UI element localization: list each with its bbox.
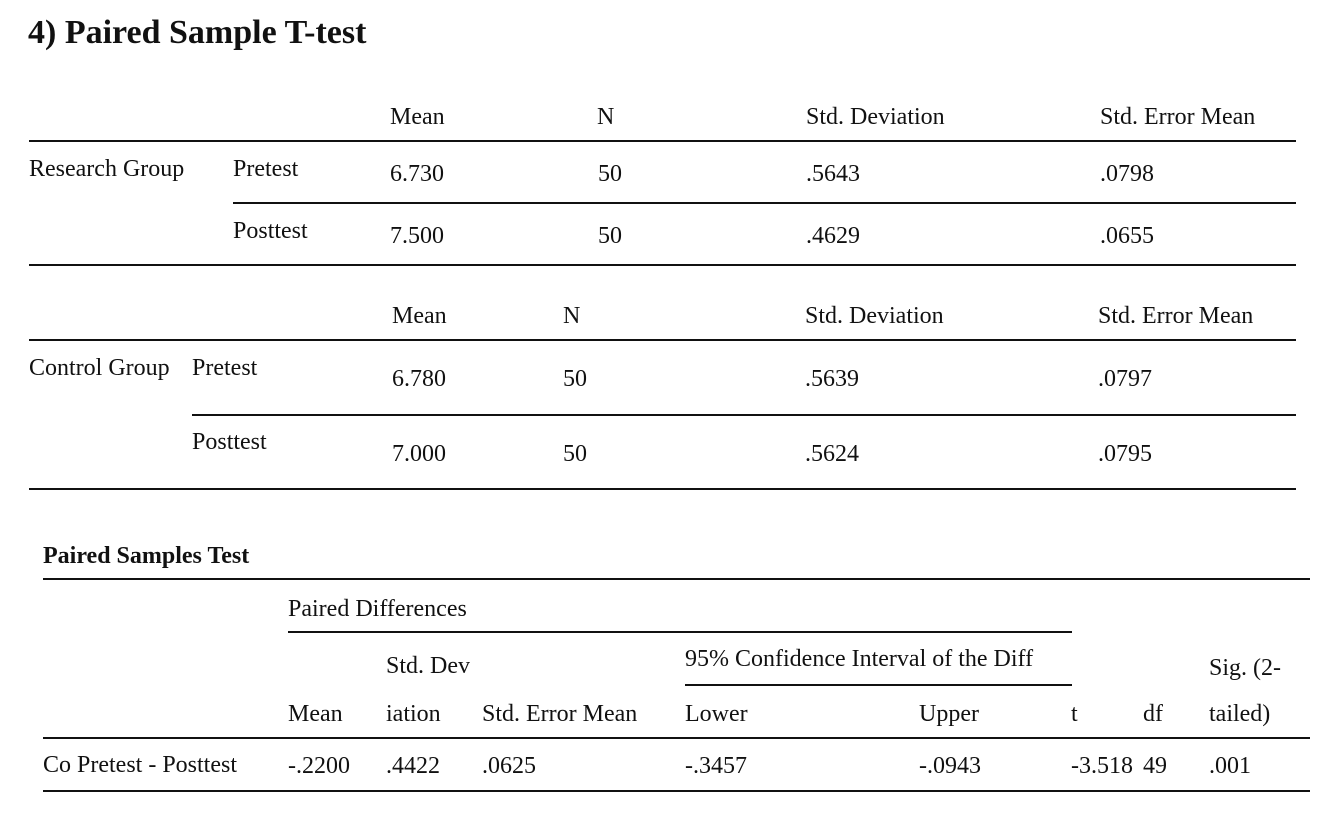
row-label: Posttest xyxy=(233,218,308,244)
divider xyxy=(288,631,1072,633)
header-std-deviation-line1: Std. Dev xyxy=(386,653,470,679)
cell-mean: 6.780 xyxy=(392,366,446,392)
group-label: Research Group xyxy=(29,156,185,182)
paired-differences-label: Paired Differences xyxy=(288,596,467,622)
cell-mean: -.2200 xyxy=(288,753,350,779)
cell-std-deviation: .5639 xyxy=(805,366,859,392)
header-std-error-mean: Std. Error Mean xyxy=(482,701,638,727)
cell-t: -3.518 xyxy=(1071,753,1133,779)
divider xyxy=(29,264,1296,266)
header-n: N xyxy=(597,104,615,130)
divider xyxy=(29,140,1296,142)
header-mean: Mean xyxy=(288,701,343,727)
divider xyxy=(233,202,1296,204)
row-label: Posttest xyxy=(192,429,267,455)
row-label: Co Pretest - Posttest xyxy=(43,752,238,778)
cell-mean: 6.730 xyxy=(390,161,444,187)
header-lower: Lower xyxy=(685,701,748,727)
cell-std-error-mean: .0795 xyxy=(1098,441,1152,467)
divider xyxy=(29,488,1296,490)
cell-std-error-mean: .0655 xyxy=(1100,223,1154,249)
header-mean: Mean xyxy=(390,104,445,130)
header-sig-line1: Sig. (2- xyxy=(1209,655,1281,681)
cell-std-error-mean: .0625 xyxy=(482,753,536,779)
divider xyxy=(685,684,1072,686)
row-label: Pretest xyxy=(192,355,258,381)
header-std-deviation-line2: iation xyxy=(386,701,441,727)
cell-df: 49 xyxy=(1143,753,1167,779)
divider xyxy=(192,414,1296,416)
cell-n: 50 xyxy=(598,161,622,187)
cell-mean: 7.000 xyxy=(392,441,446,467)
header-std-deviation: Std. Deviation xyxy=(805,303,944,329)
cell-n: 50 xyxy=(563,366,587,392)
cell-n: 50 xyxy=(598,223,622,249)
cell-std-deviation: .5624 xyxy=(805,441,859,467)
cell-mean: 7.500 xyxy=(390,223,444,249)
cell-std-deviation: .4629 xyxy=(806,223,860,249)
group-label: Control Group xyxy=(29,355,170,381)
row-label: Pretest xyxy=(233,156,299,182)
header-std-error-mean: Std. Error Mean xyxy=(1098,303,1254,329)
cell-n: 50 xyxy=(563,441,587,467)
cell-std-deviation: .4422 xyxy=(386,753,440,779)
header-std-deviation: Std. Deviation xyxy=(806,104,945,130)
cell-std-deviation: .5643 xyxy=(806,161,860,187)
cell-std-error-mean: .0798 xyxy=(1100,161,1154,187)
table-title: Paired Samples Test xyxy=(43,543,250,569)
cell-std-error-mean: .0797 xyxy=(1098,366,1152,392)
divider xyxy=(29,339,1296,341)
divider xyxy=(43,737,1310,739)
divider xyxy=(43,578,1310,580)
section-title: 4) Paired Sample T-test xyxy=(28,14,367,51)
header-t: t xyxy=(1071,701,1078,727)
header-std-error-mean: Std. Error Mean xyxy=(1100,104,1256,130)
divider xyxy=(43,790,1310,792)
header-n: N xyxy=(563,303,581,329)
cell-lower: -.3457 xyxy=(685,753,747,779)
header-confidence-interval: 95% Confidence Interval of the Diff xyxy=(685,646,1034,672)
header-mean: Mean xyxy=(392,303,447,329)
cell-upper: -.0943 xyxy=(919,753,981,779)
header-df: df xyxy=(1143,701,1163,727)
header-sig-line2: tailed) xyxy=(1209,701,1271,727)
header-upper: Upper xyxy=(919,701,979,727)
cell-sig: .001 xyxy=(1209,753,1251,779)
